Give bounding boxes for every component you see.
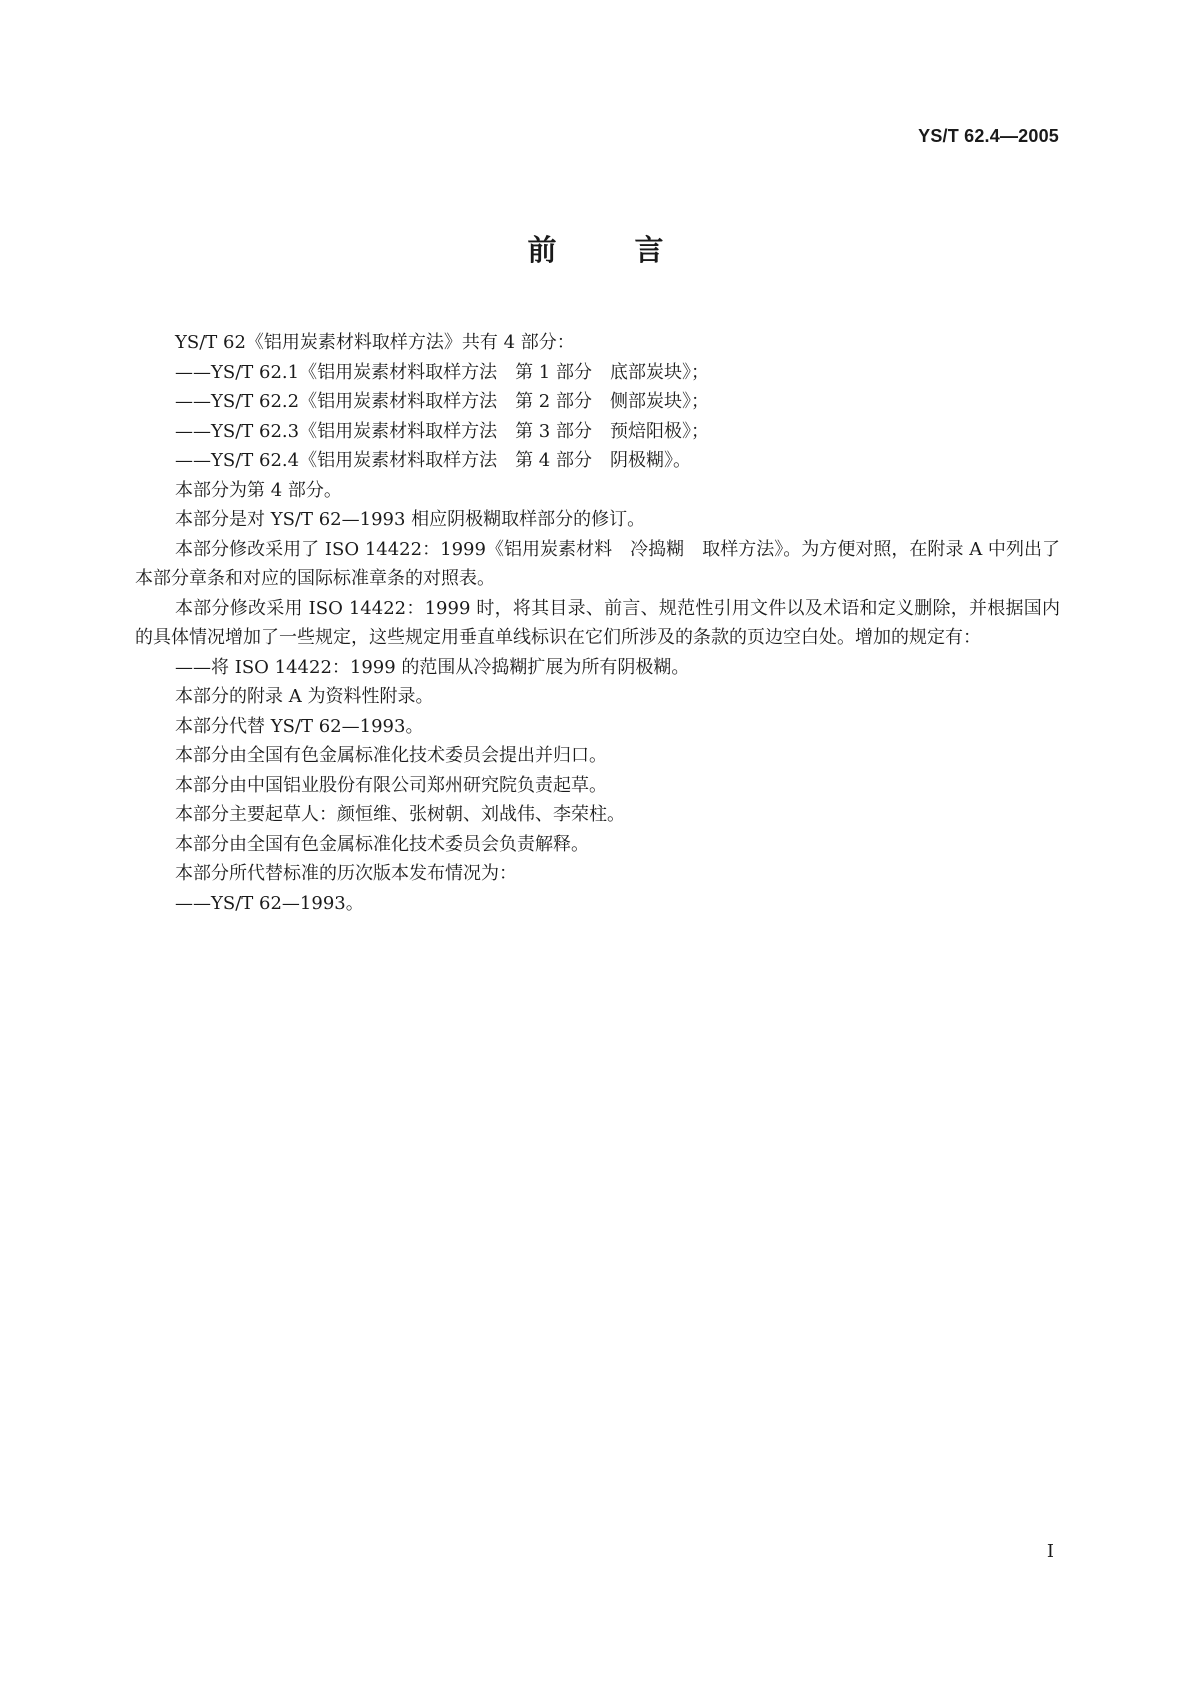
list-item: ——YS/T 62.2《铝用炭素材料取样方法 第 2 部分 侧部炭块》；: [175, 391, 709, 412]
list-item: ——YS/T 62—1993。: [175, 892, 364, 914]
paragraph: 本部分的附录 A 为资料性附录。: [175, 686, 434, 707]
paragraph: YS/T 62《铝用炭素材料取样方法》共有 4 部分：: [175, 332, 575, 353]
page-title: 前 言: [527, 233, 698, 267]
paragraph: 本部分是对 YS/T 62—1993 相应阴极糊取样部分的修订。: [175, 509, 646, 530]
paragraph: 本部分主要起草人：颜恒维、张树朝、刘战伟、李荣柱。: [175, 804, 625, 825]
paragraph: 本部分代替 YS/T 62—1993。: [175, 715, 424, 737]
paragraph: 本部分所代替标准的历次版本发布情况为：: [175, 863, 517, 884]
standard-code: YS/T 62.4—2005: [918, 126, 1059, 146]
paragraph: 本部分由中国铝业股份有限公司郑州研究院负责起草。: [175, 774, 607, 796]
paragraph: 本部分由全国有色金属标准化技术委员会负责解释。: [175, 833, 589, 855]
foreword-body: [135, 328, 1060, 918]
list-item: ——YS/T 62.3《铝用炭素材料取样方法 第 3 部分 预焙阳极》；: [175, 420, 709, 442]
paragraph: 本部分由全国有色金属标准化技术委员会提出并归口。: [175, 745, 607, 766]
paragraph: 本部分修改采用了 ISO 14422：1999《铝用炭素材料 冷捣糊 取样方法》。为方便对照，在附录 A 中列出了本部分章条和对应的国际标准章条的对照表。: [135, 538, 1060, 589]
list-item: ——YS/T 62.4《铝用炭素材料取样方法 第 4 部分 阴极糊》。: [175, 450, 691, 471]
paragraph: 本部分为第 4 部分。: [175, 479, 342, 501]
list-item: ——YS/T 62.1《铝用炭素材料取样方法 第 1 部分 底部炭块》；: [175, 361, 709, 383]
paragraph: 本部分修改采用 ISO 14422：1999 时，将其目录、前言、规范性引用文件以及术语和定义删除，并根据国内的具体情况增加了一些规定，这些规定用垂直单线标识在它们所涉及的条款的页边空白处。增加的规定有：: [135, 597, 1060, 648]
page-number: I: [1046, 1541, 1054, 1562]
list-item: ——将 ISO 14422：1999 的范围从冷捣糊扩展为所有阴极糊。: [175, 656, 690, 678]
